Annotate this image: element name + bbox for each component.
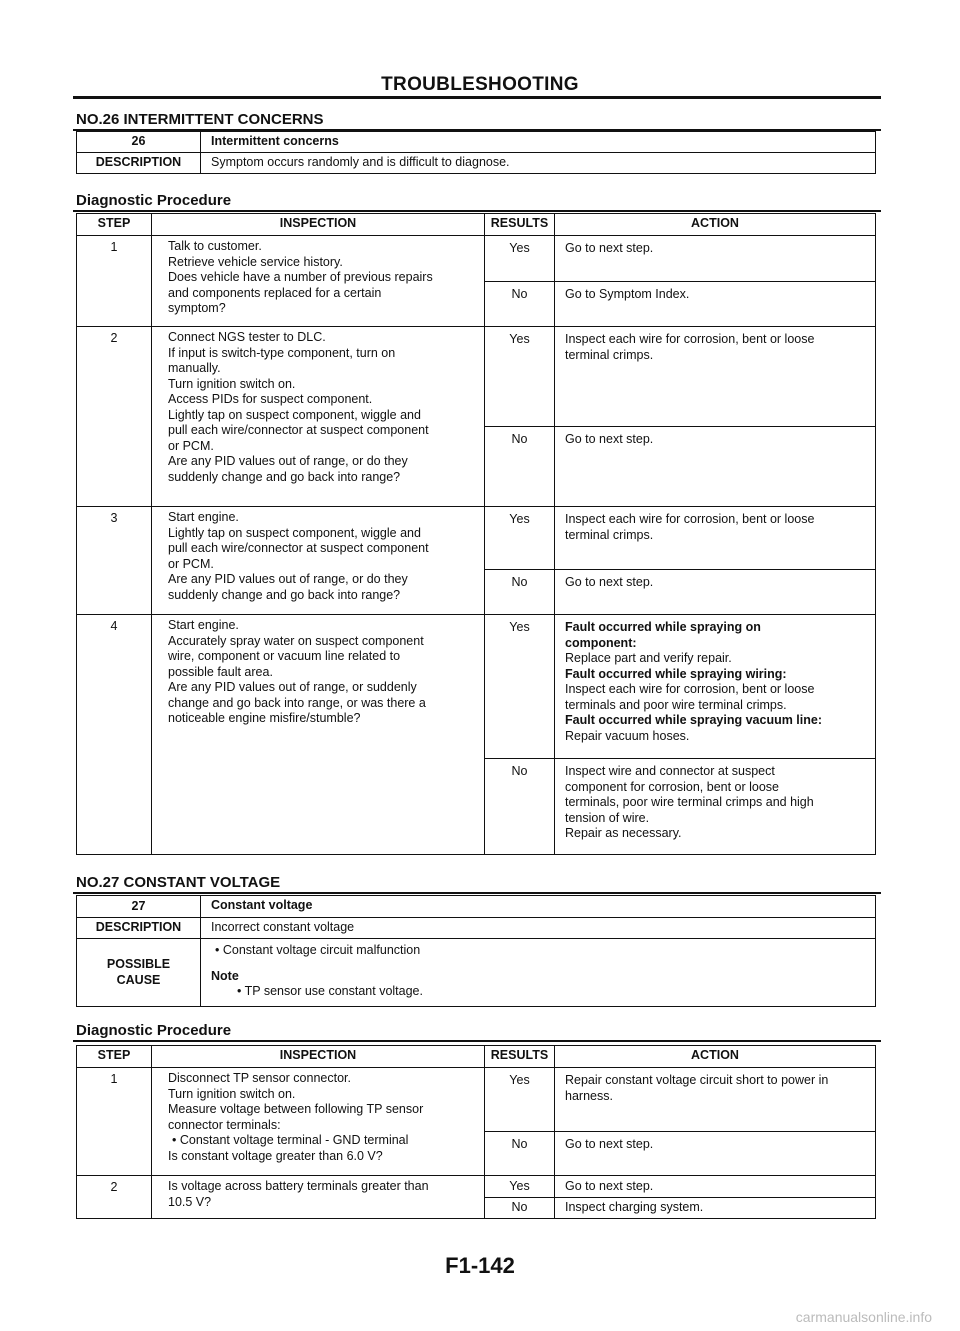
possible-cause-text: • Constant voltage circuit malfunction Note • TP sensor use constant voltage.	[201, 939, 876, 1007]
action-yes: Repair constant voltage circuit short to power in harness.	[555, 1068, 876, 1132]
result-yes: Yes	[485, 507, 555, 570]
header-step: STEP	[77, 1046, 152, 1068]
step-number: 1	[77, 1068, 152, 1176]
section-27-info-table	[76, 895, 876, 1007]
action-no: Inspect charging system.	[555, 1198, 876, 1219]
header-inspection: INSPECTION	[152, 1046, 485, 1068]
header-step: STEP	[77, 214, 152, 236]
result-no: No	[485, 570, 555, 615]
diagnostic-procedure-title-1: Diagnostic Procedure	[76, 192, 232, 209]
action-no: Inspect wire and connector at suspect component for corrosion, bent or loose terminals, poor wire terminal crimps and high tension of wire. Repair as necessary.	[555, 759, 876, 855]
step-inspection: Start engine. Accurately spray water on suspect component wire, component or vacuum line related to possible fault area. Are any PID values out of range, or suddenly change and go back into range, or was there a noticeable engine misfire/stumble?	[152, 615, 485, 855]
code-cell: 26	[77, 132, 201, 153]
step-inspection: Disconnect TP sensor connector. Turn ignition switch on. Measure voltage between following TP sensor connector terminals: • Constant voltage terminal - GND terminal Is constant voltage greater than 6.0 V?	[152, 1068, 485, 1176]
section-27-rule	[73, 892, 881, 894]
diagnostic-procedure-title-2: Diagnostic Procedure	[76, 1022, 232, 1039]
step-inspection: Connect NGS tester to DLC. If input is switch-type component, turn on manually. Turn ignition switch on. Access PIDs for suspect component. Lightly tap on suspect component, wiggle and pull each wire/connector at suspect component or PCM. Are any PID values out of range, or do they suddenly change and go back into range?	[152, 327, 485, 507]
action-yes: Inspect each wire for corrosion, bent or loose terminal crimps.	[555, 327, 876, 427]
action-yes: Fault occurred while spraying on component: Replace part and verify repair. Fault occurred while spraying wiring: Inspect each wire for corrosion, bent or loose terminals and poor wire terminal crimps. Fault occurred while spraying vacuum line: Repair vacuum hoses.	[555, 615, 876, 759]
code-cell: 27	[77, 896, 201, 918]
result-yes: Yes	[485, 615, 555, 759]
action-yes: Go to next step.	[555, 236, 876, 282]
action-no: Go to next step.	[555, 1132, 876, 1176]
description-label: DESCRIPTION	[77, 152, 201, 173]
step-number: 2	[77, 327, 152, 507]
description-text: Symptom occurs randomly and is difficult to diagnose.	[201, 152, 876, 173]
diagnostic-table-1	[76, 213, 876, 855]
possible-cause-label: POSSIBLE CAUSE	[77, 939, 201, 1007]
header-results: RESULTS	[485, 1046, 555, 1068]
result-no: No	[485, 282, 555, 327]
result-no: No	[485, 427, 555, 507]
header-action: ACTION	[555, 214, 876, 236]
concern-name: Constant voltage	[201, 896, 876, 918]
section-27-title: NO.27 CONSTANT VOLTAGE	[76, 874, 281, 891]
header-action: ACTION	[555, 1046, 876, 1068]
header-inspection: INSPECTION	[152, 214, 485, 236]
page-number: F1-142	[445, 1253, 515, 1278]
page-title: TROUBLESHOOTING	[381, 74, 579, 95]
step-number: 4	[77, 615, 152, 855]
action-yes: Inspect each wire for corrosion, bent or loose terminal crimps.	[555, 507, 876, 570]
section-26-info-table	[76, 131, 876, 174]
action-yes: Go to next step.	[555, 1176, 876, 1198]
title-rule	[73, 96, 881, 99]
step-inspection: Talk to customer. Retrieve vehicle service history. Does vehicle have a number of previous repairs and components replaced for a certain symptom?	[152, 236, 485, 327]
diagnostic-rule-2	[73, 1040, 881, 1042]
result-yes: Yes	[485, 236, 555, 282]
description-text: Incorrect constant voltage	[201, 918, 876, 939]
action-no: Go to next step.	[555, 570, 876, 615]
action-no: Go to Symptom Index.	[555, 282, 876, 327]
action-no: Go to next step.	[555, 427, 876, 507]
header-results: RESULTS	[485, 214, 555, 236]
step-number: 3	[77, 507, 152, 615]
diagnostic-rule-1	[73, 210, 881, 212]
result-yes: Yes	[485, 327, 555, 427]
step-number: 2	[77, 1176, 152, 1219]
description-label: DESCRIPTION	[77, 918, 201, 939]
result-no: No	[485, 1198, 555, 1219]
step-inspection: Is voltage across battery terminals greater than 10.5 V?	[152, 1176, 485, 1219]
section-26-title: NO.26 INTERMITTENT CONCERNS	[76, 111, 324, 128]
diagnostic-table-2	[76, 1045, 876, 1219]
step-inspection: Start engine. Lightly tap on suspect component, wiggle and pull each wire/connector at suspect component or PCM. Are any PID values out of range, or do they suddenly change and go back into range?	[152, 507, 485, 615]
watermark: carmanualsonline.info	[795, 1309, 932, 1325]
result-yes: Yes	[485, 1176, 555, 1198]
result-no: No	[485, 1132, 555, 1176]
result-yes: Yes	[485, 1068, 555, 1132]
step-number: 1	[77, 236, 152, 327]
concern-name: Intermittent concerns	[201, 132, 876, 153]
result-no: No	[485, 759, 555, 855]
